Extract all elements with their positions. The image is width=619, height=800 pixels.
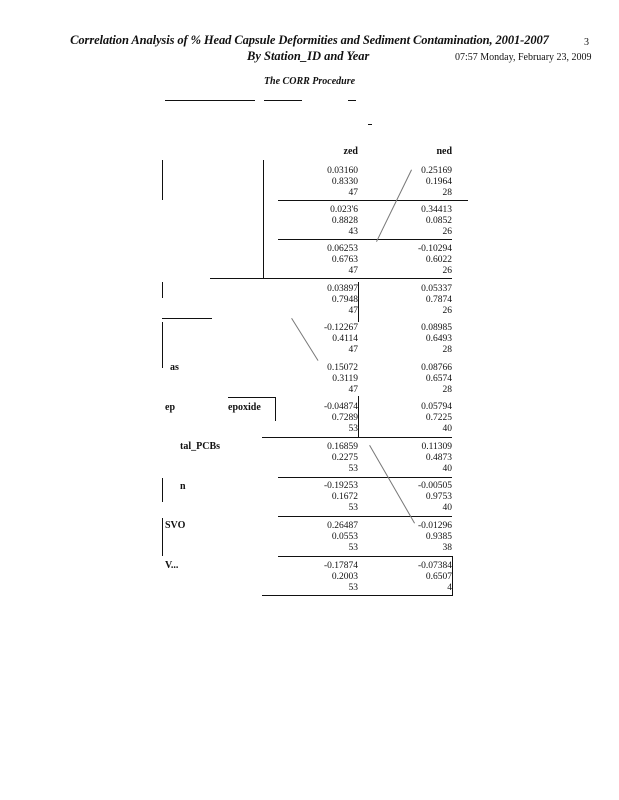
table-cell: 0.34413 0.0852 26 bbox=[421, 205, 452, 237]
table-cell: -0.04874 0.7289 53 bbox=[323, 402, 358, 434]
table-rule bbox=[275, 397, 276, 421]
table-cell: 0.06253 0.6763 47 bbox=[327, 244, 358, 276]
table-cell: -0.17874 0.2003 53 bbox=[323, 561, 358, 593]
table-rule bbox=[452, 556, 453, 596]
row-label: ep bbox=[165, 402, 175, 413]
table-cell: -0.00505 0.9753 40 bbox=[417, 481, 452, 513]
table-rule bbox=[162, 282, 163, 298]
table-rule bbox=[162, 518, 163, 556]
table-rule bbox=[210, 278, 452, 279]
column-header-zed: zed bbox=[343, 146, 358, 157]
row-label: V... bbox=[165, 560, 179, 571]
table-rule bbox=[262, 437, 452, 438]
table-rule bbox=[358, 396, 359, 438]
table-top-rule bbox=[165, 100, 255, 101]
table-cell: 0.25169 0.1964 28 bbox=[421, 166, 452, 198]
table-cell: 0.15072 0.3119 47 bbox=[327, 363, 358, 395]
table-rule bbox=[278, 239, 452, 240]
table-cell: -0.07384 0.6507 4 bbox=[417, 561, 452, 593]
table-rule bbox=[162, 478, 163, 502]
table-cell: 0.03160 0.8330 47 bbox=[327, 166, 358, 198]
procedure-name: The CORR Procedure bbox=[263, 76, 356, 87]
table-cell: 0.26487 0.0553 53 bbox=[327, 521, 358, 553]
table-cell: 0.11309 0.4873 40 bbox=[421, 442, 452, 474]
table-cell: -0.01296 0.9385 38 bbox=[417, 521, 452, 553]
table-cell: 0.05794 0.7225 40 bbox=[421, 402, 452, 434]
table-cell: 0.16859 0.2275 53 bbox=[327, 442, 358, 474]
table-cell: 0.05337 0.7874 26 bbox=[421, 284, 452, 316]
table-top-rule bbox=[264, 100, 302, 101]
table-top-rule bbox=[368, 124, 372, 125]
report-datetime: 07:57 Monday, February 23, 2009 bbox=[455, 52, 592, 63]
row-label: SVO bbox=[165, 520, 186, 531]
table-top-rule bbox=[348, 100, 356, 101]
table-rule bbox=[278, 556, 452, 557]
table-rule bbox=[262, 595, 452, 596]
table-cell: 0.08985 0.6493 28 bbox=[421, 323, 452, 355]
table-rule bbox=[162, 322, 163, 368]
table-rule bbox=[278, 200, 468, 201]
row-label: tal_PCBs bbox=[180, 441, 220, 452]
table-rule bbox=[162, 318, 212, 319]
table-cell: 0.03897 0.7948 47 bbox=[327, 284, 358, 316]
row-label: n bbox=[180, 481, 186, 492]
table-rule bbox=[278, 477, 452, 478]
column-header-ned: ned bbox=[436, 146, 452, 157]
report-title: Correlation Analysis of % Head Capsule Deformities and Sediment Contamination, 2001-2007 bbox=[70, 33, 549, 47]
report-subtitle: By Station_ID and Year bbox=[247, 49, 370, 63]
table-cell: -0.10294 0.6022 26 bbox=[417, 244, 452, 276]
table-rule bbox=[263, 160, 264, 278]
table-rule bbox=[228, 397, 276, 398]
table-cell: -0.19253 0.1672 53 bbox=[323, 481, 358, 513]
row-label: as bbox=[170, 362, 179, 373]
page-number: 3 bbox=[584, 37, 589, 48]
row-label: epoxide bbox=[228, 402, 261, 413]
table-cell: 0.08766 0.6574 28 bbox=[421, 363, 452, 395]
table-cell: -0.12267 0.4114 47 bbox=[323, 323, 358, 355]
table-cell: 0.023'6 0.8828 43 bbox=[330, 205, 358, 237]
table-rule bbox=[358, 282, 359, 322]
table-rule bbox=[278, 516, 452, 517]
table-rule bbox=[162, 160, 163, 200]
